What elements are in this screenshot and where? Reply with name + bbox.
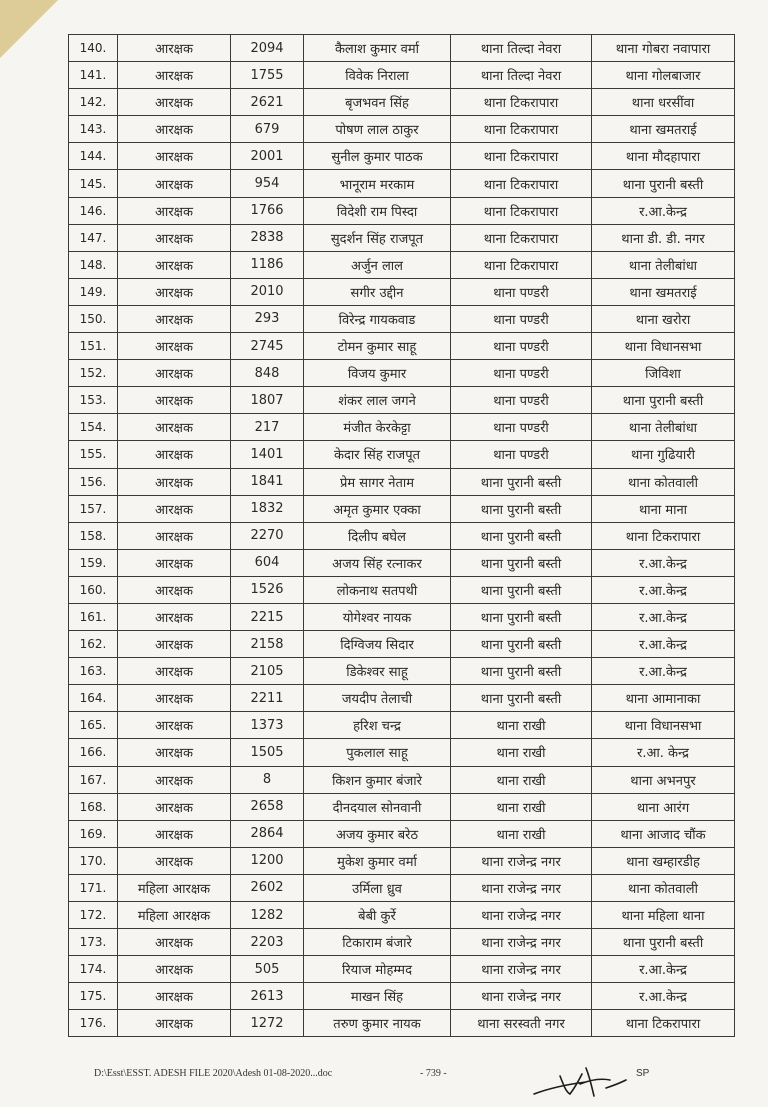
table-row — [69, 251, 735, 278]
rank-cell: महिला आरक्षक — [118, 902, 231, 929]
table-row — [69, 631, 735, 658]
transfer-roster-table — [68, 34, 735, 1037]
serial-number-cell: 164. — [69, 685, 118, 712]
serial-number-cell: 162. — [69, 631, 118, 658]
rank-cell: आरक्षक — [118, 658, 231, 685]
to-station-cell: थाना गोबरा नवापारा — [592, 35, 735, 62]
badge-number-cell: 1272 — [231, 1010, 304, 1037]
employee-name-cell: विजय कुमार — [304, 360, 451, 387]
serial-number-cell: 150. — [69, 305, 118, 332]
to-station-cell: थाना खम्हारडीह — [592, 847, 735, 874]
badge-number-cell: 2270 — [231, 522, 304, 549]
badge-number-cell: 1200 — [231, 847, 304, 874]
serial-number-cell: 148. — [69, 251, 118, 278]
employee-name-cell: अजय कुमार बरेठ — [304, 820, 451, 847]
employee-name-cell: उर्मिला ध्रुव — [304, 874, 451, 901]
from-station-cell: थाना पण्डरी — [451, 333, 592, 360]
from-station-cell: थाना पण्डरी — [451, 360, 592, 387]
serial-number-cell: 165. — [69, 712, 118, 739]
serial-number-cell: 146. — [69, 197, 118, 224]
serial-number-cell: 147. — [69, 224, 118, 251]
serial-number-cell: 161. — [69, 603, 118, 630]
serial-number-cell: 171. — [69, 874, 118, 901]
serial-number-cell: 166. — [69, 739, 118, 766]
to-station-cell: थाना विधानसभा — [592, 712, 735, 739]
to-station-cell: थाना टिकरापारा — [592, 1010, 735, 1037]
badge-number-cell: 1373 — [231, 712, 304, 739]
to-station-cell: थाना मौदहापारा — [592, 143, 735, 170]
from-station-cell: थाना पुरानी बस्ती — [451, 576, 592, 603]
badge-number-cell: 2158 — [231, 631, 304, 658]
badge-number-cell: 505 — [231, 956, 304, 983]
from-station-cell: थाना राखी — [451, 739, 592, 766]
table-row — [69, 902, 735, 929]
table-row — [69, 1010, 735, 1037]
from-station-cell: थाना राखी — [451, 712, 592, 739]
employee-name-cell: कैलाश कुमार वर्मा — [304, 35, 451, 62]
employee-name-cell: दिग्विजय सिदार — [304, 631, 451, 658]
serial-number-cell: 170. — [69, 847, 118, 874]
to-station-cell: र.आ.केन्द्र — [592, 956, 735, 983]
from-station-cell: थाना पण्डरी — [451, 305, 592, 332]
table-row — [69, 305, 735, 332]
from-station-cell: थाना टिकरापारा — [451, 251, 592, 278]
to-station-cell: थाना आजाद चौंक — [592, 820, 735, 847]
employee-name-cell: पोषण लाल ठाकुर — [304, 116, 451, 143]
rank-cell: आरक्षक — [118, 522, 231, 549]
from-station-cell: थाना टिकरापारा — [451, 143, 592, 170]
rank-cell: आरक्षक — [118, 603, 231, 630]
badge-number-cell: 1841 — [231, 468, 304, 495]
rank-cell: आरक्षक — [118, 956, 231, 983]
employee-name-cell: तरुण कुमार नायक — [304, 1010, 451, 1037]
to-station-cell: थाना खमतराई — [592, 278, 735, 305]
employee-name-cell: केदार सिंह राजपूत — [304, 441, 451, 468]
to-station-cell: थाना टिकरापारा — [592, 522, 735, 549]
table-row — [69, 170, 735, 197]
employee-name-cell: टोमन कुमार साहू — [304, 333, 451, 360]
table-row — [69, 333, 735, 360]
badge-number-cell: 1807 — [231, 387, 304, 414]
badge-number-cell: 217 — [231, 414, 304, 441]
table-row — [69, 820, 735, 847]
employee-name-cell: दिलीप बघेल — [304, 522, 451, 549]
table-row — [69, 983, 735, 1010]
serial-number-cell: 149. — [69, 278, 118, 305]
from-station-cell: थाना राखी — [451, 820, 592, 847]
from-station-cell: थाना सरस्वती नगर — [451, 1010, 592, 1037]
employee-name-cell: हरिश चन्द्र — [304, 712, 451, 739]
to-station-cell: थाना डी. डी. नगर — [592, 224, 735, 251]
from-station-cell: थाना राजेन्द्र नगर — [451, 874, 592, 901]
employee-name-cell: अजय सिंह रत्नाकर — [304, 549, 451, 576]
to-station-cell: र.आ.केन्द्र — [592, 197, 735, 224]
from-station-cell: थाना टिकरापारा — [451, 89, 592, 116]
employee-name-cell: विदेशी राम पिस्दा — [304, 197, 451, 224]
rank-cell: आरक्षक — [118, 62, 231, 89]
serial-number-cell: 157. — [69, 495, 118, 522]
rank-cell: आरक्षक — [118, 468, 231, 495]
to-station-cell: र.आ.केन्द्र — [592, 603, 735, 630]
employee-name-cell: डिकेश्वर साहू — [304, 658, 451, 685]
rank-cell: आरक्षक — [118, 170, 231, 197]
from-station-cell: थाना राजेन्द्र नगर — [451, 956, 592, 983]
from-station-cell: थाना राजेन्द्र नगर — [451, 929, 592, 956]
employee-name-cell: पुकलाल साहू — [304, 739, 451, 766]
to-station-cell: थाना अभनपुर — [592, 766, 735, 793]
table-row — [69, 387, 735, 414]
from-station-cell: थाना पण्डरी — [451, 441, 592, 468]
table-row — [69, 549, 735, 576]
to-station-cell: थाना कोतवाली — [592, 468, 735, 495]
rank-cell: आरक्षक — [118, 712, 231, 739]
to-station-cell: थाना तेलीबांधा — [592, 414, 735, 441]
badge-number-cell: 2602 — [231, 874, 304, 901]
serial-number-cell: 169. — [69, 820, 118, 847]
table-row — [69, 576, 735, 603]
serial-number-cell: 163. — [69, 658, 118, 685]
from-station-cell: थाना पुरानी बस्ती — [451, 468, 592, 495]
rank-cell: आरक्षक — [118, 793, 231, 820]
badge-number-cell: 8 — [231, 766, 304, 793]
rank-cell: आरक्षक — [118, 685, 231, 712]
table-row — [69, 793, 735, 820]
badge-number-cell: 2010 — [231, 278, 304, 305]
to-station-cell: थाना पुरानी बस्ती — [592, 929, 735, 956]
employee-name-cell: भानूराम मरकाम — [304, 170, 451, 197]
from-station-cell: थाना राजेन्द्र नगर — [451, 983, 592, 1010]
employee-name-cell: शंकर लाल जगने — [304, 387, 451, 414]
rank-cell: आरक्षक — [118, 820, 231, 847]
to-station-cell: र.आ.केन्द्र — [592, 631, 735, 658]
employee-name-cell: जयदीप तेलाची — [304, 685, 451, 712]
serial-number-cell: 140. — [69, 35, 118, 62]
rank-cell: महिला आरक्षक — [118, 874, 231, 901]
serial-number-cell: 160. — [69, 576, 118, 603]
employee-name-cell: बेबी कुर्रे — [304, 902, 451, 929]
table-row — [69, 495, 735, 522]
serial-number-cell: 154. — [69, 414, 118, 441]
to-station-cell: थाना पुरानी बस्ती — [592, 170, 735, 197]
serial-number-cell: 143. — [69, 116, 118, 143]
to-station-cell: थाना माना — [592, 495, 735, 522]
to-station-cell: थाना खमतराई — [592, 116, 735, 143]
page-corner-mark — [0, 0, 58, 58]
serial-number-cell: 174. — [69, 956, 118, 983]
table-row — [69, 929, 735, 956]
badge-number-cell: 1505 — [231, 739, 304, 766]
table-row — [69, 658, 735, 685]
badge-number-cell: 1832 — [231, 495, 304, 522]
table-row — [69, 278, 735, 305]
badge-number-cell: 954 — [231, 170, 304, 197]
table-row — [69, 441, 735, 468]
to-station-cell: थाना तेलीबांधा — [592, 251, 735, 278]
rank-cell: आरक्षक — [118, 576, 231, 603]
table-row — [69, 522, 735, 549]
rank-cell: आरक्षक — [118, 35, 231, 62]
employee-name-cell: माखन सिंह — [304, 983, 451, 1010]
badge-number-cell: 848 — [231, 360, 304, 387]
table-row — [69, 874, 735, 901]
serial-number-cell: 144. — [69, 143, 118, 170]
from-station-cell: थाना तिल्दा नेवरा — [451, 35, 592, 62]
badge-number-cell: 2838 — [231, 224, 304, 251]
serial-number-cell: 168. — [69, 793, 118, 820]
serial-number-cell: 167. — [69, 766, 118, 793]
signature — [530, 1058, 640, 1104]
badge-number-cell: 2613 — [231, 983, 304, 1010]
rank-cell: आरक्षक — [118, 143, 231, 170]
to-station-cell: र.आ.केन्द्र — [592, 658, 735, 685]
table-row — [69, 116, 735, 143]
employee-name-cell: प्रेम सागर नेताम — [304, 468, 451, 495]
to-station-cell: थाना खरोरा — [592, 305, 735, 332]
from-station-cell: थाना राजेन्द्र नगर — [451, 902, 592, 929]
from-station-cell: थाना टिकरापारा — [451, 224, 592, 251]
badge-number-cell: 293 — [231, 305, 304, 332]
badge-number-cell: 2658 — [231, 793, 304, 820]
rank-cell: आरक्षक — [118, 89, 231, 116]
employee-name-cell: योगेश्वर नायक — [304, 603, 451, 630]
employee-name-cell: विरेन्द्र गायकवाड — [304, 305, 451, 332]
to-station-cell: थाना कोतवाली — [592, 874, 735, 901]
table-row — [69, 956, 735, 983]
badge-number-cell: 1755 — [231, 62, 304, 89]
rank-cell: आरक्षक — [118, 251, 231, 278]
badge-number-cell: 1186 — [231, 251, 304, 278]
table-row — [69, 414, 735, 441]
serial-number-cell: 172. — [69, 902, 118, 929]
table-row — [69, 35, 735, 62]
from-station-cell: थाना पुरानी बस्ती — [451, 549, 592, 576]
employee-name-cell: लोकनाथ सतपथी — [304, 576, 451, 603]
to-station-cell: र.आ.केन्द्र — [592, 983, 735, 1010]
rank-cell: आरक्षक — [118, 197, 231, 224]
rank-cell: आरक्षक — [118, 983, 231, 1010]
badge-number-cell: 1282 — [231, 902, 304, 929]
serial-number-cell: 173. — [69, 929, 118, 956]
serial-number-cell: 152. — [69, 360, 118, 387]
employee-name-cell: मुकेश कुमार वर्मा — [304, 847, 451, 874]
from-station-cell: थाना राखी — [451, 766, 592, 793]
to-station-cell: थाना आरंग — [592, 793, 735, 820]
employee-name-cell: सगीर उद्दीन — [304, 278, 451, 305]
badge-number-cell: 2105 — [231, 658, 304, 685]
roster-body — [69, 35, 735, 1037]
employee-name-cell: टिकाराम बंजारे — [304, 929, 451, 956]
serial-number-cell: 142. — [69, 89, 118, 116]
to-station-cell: थाना महिला थाना — [592, 902, 735, 929]
from-station-cell: थाना राखी — [451, 793, 592, 820]
to-station-cell: र.आ. केन्द्र — [592, 739, 735, 766]
from-station-cell: थाना पुरानी बस्ती — [451, 685, 592, 712]
from-station-cell: थाना राजेन्द्र नगर — [451, 847, 592, 874]
from-station-cell: थाना पुरानी बस्ती — [451, 631, 592, 658]
from-station-cell: थाना पण्डरी — [451, 278, 592, 305]
employee-name-cell: बृजभवन सिंह — [304, 89, 451, 116]
serial-number-cell: 145. — [69, 170, 118, 197]
employee-name-cell: किशन कुमार बंजारे — [304, 766, 451, 793]
to-station-cell: जिविशा — [592, 360, 735, 387]
rank-cell: आरक्षक — [118, 847, 231, 874]
to-station-cell: थाना आमानाका — [592, 685, 735, 712]
from-station-cell: थाना पुरानी बस्ती — [451, 495, 592, 522]
table-row — [69, 712, 735, 739]
badge-number-cell: 2211 — [231, 685, 304, 712]
badge-number-cell: 2094 — [231, 35, 304, 62]
to-station-cell: र.आ.केन्द्र — [592, 549, 735, 576]
table-row — [69, 89, 735, 116]
table-row — [69, 766, 735, 793]
rank-cell: आरक्षक — [118, 631, 231, 658]
badge-number-cell: 1766 — [231, 197, 304, 224]
serial-number-cell: 141. — [69, 62, 118, 89]
from-station-cell: थाना टिकरापारा — [451, 197, 592, 224]
rank-cell: आरक्षक — [118, 414, 231, 441]
from-station-cell: थाना टिकरापारा — [451, 170, 592, 197]
table-row — [69, 468, 735, 495]
table-row — [69, 847, 735, 874]
rank-cell: आरक्षक — [118, 739, 231, 766]
badge-number-cell: 679 — [231, 116, 304, 143]
rank-cell: आरक्षक — [118, 387, 231, 414]
footer-page-number: - 739 - — [420, 1068, 447, 1079]
table-row — [69, 62, 735, 89]
to-station-cell: र.आ.केन्द्र — [592, 576, 735, 603]
to-station-cell: थाना गोलबाजार — [592, 62, 735, 89]
from-station-cell: थाना पुरानी बस्ती — [451, 522, 592, 549]
table-row — [69, 603, 735, 630]
employee-name-cell: सुनील कुमार पाठक — [304, 143, 451, 170]
from-station-cell: थाना तिल्दा नेवरा — [451, 62, 592, 89]
table-row — [69, 739, 735, 766]
table-row — [69, 360, 735, 387]
employee-name-cell: रियाज मोहम्मद — [304, 956, 451, 983]
rank-cell: आरक्षक — [118, 1010, 231, 1037]
serial-number-cell: 156. — [69, 468, 118, 495]
badge-number-cell: 2864 — [231, 820, 304, 847]
from-station-cell: थाना पुरानी बस्ती — [451, 603, 592, 630]
employee-name-cell: दीनदयाल सोनवानी — [304, 793, 451, 820]
from-station-cell: थाना पुरानी बस्ती — [451, 658, 592, 685]
badge-number-cell: 2215 — [231, 603, 304, 630]
to-station-cell: थाना धरसींवा — [592, 89, 735, 116]
from-station-cell: थाना पण्डरी — [451, 387, 592, 414]
rank-cell: आरक्षक — [118, 766, 231, 793]
serial-number-cell: 151. — [69, 333, 118, 360]
rank-cell: आरक्षक — [118, 441, 231, 468]
rank-cell: आरक्षक — [118, 278, 231, 305]
serial-number-cell: 159. — [69, 549, 118, 576]
footer-initials: SP — [636, 1068, 650, 1079]
badge-number-cell: 2621 — [231, 89, 304, 116]
rank-cell: आरक्षक — [118, 305, 231, 332]
from-station-cell: थाना पण्डरी — [451, 414, 592, 441]
badge-number-cell: 2203 — [231, 929, 304, 956]
employee-name-cell: सुदर्शन सिंह राजपूत — [304, 224, 451, 251]
badge-number-cell: 2001 — [231, 143, 304, 170]
from-station-cell: थाना टिकरापारा — [451, 116, 592, 143]
serial-number-cell: 175. — [69, 983, 118, 1010]
table-row — [69, 224, 735, 251]
badge-number-cell: 604 — [231, 549, 304, 576]
footer-file-path: D:\Esst\ESST. ADESH FILE 2020\Adesh 01-08-2020...doc — [94, 1068, 333, 1079]
table-row — [69, 197, 735, 224]
badge-number-cell: 1526 — [231, 576, 304, 603]
to-station-cell: थाना पुरानी बस्ती — [592, 387, 735, 414]
serial-number-cell: 158. — [69, 522, 118, 549]
rank-cell: आरक्षक — [118, 360, 231, 387]
badge-number-cell: 2745 — [231, 333, 304, 360]
to-station-cell: थाना गुढियारी — [592, 441, 735, 468]
employee-name-cell: विवेक निराला — [304, 62, 451, 89]
table-row — [69, 685, 735, 712]
rank-cell: आरक्षक — [118, 495, 231, 522]
rank-cell: आरक्षक — [118, 224, 231, 251]
serial-number-cell: 176. — [69, 1010, 118, 1037]
to-station-cell: थाना विधानसभा — [592, 333, 735, 360]
rank-cell: आरक्षक — [118, 116, 231, 143]
serial-number-cell: 155. — [69, 441, 118, 468]
employee-name-cell: अमृत कुमार एक्का — [304, 495, 451, 522]
employee-name-cell: मंजीत केरकेट्टा — [304, 414, 451, 441]
table-row — [69, 143, 735, 170]
badge-number-cell: 1401 — [231, 441, 304, 468]
employee-name-cell: अर्जुन लाल — [304, 251, 451, 278]
serial-number-cell: 153. — [69, 387, 118, 414]
rank-cell: आरक्षक — [118, 549, 231, 576]
rank-cell: आरक्षक — [118, 929, 231, 956]
rank-cell: आरक्षक — [118, 333, 231, 360]
